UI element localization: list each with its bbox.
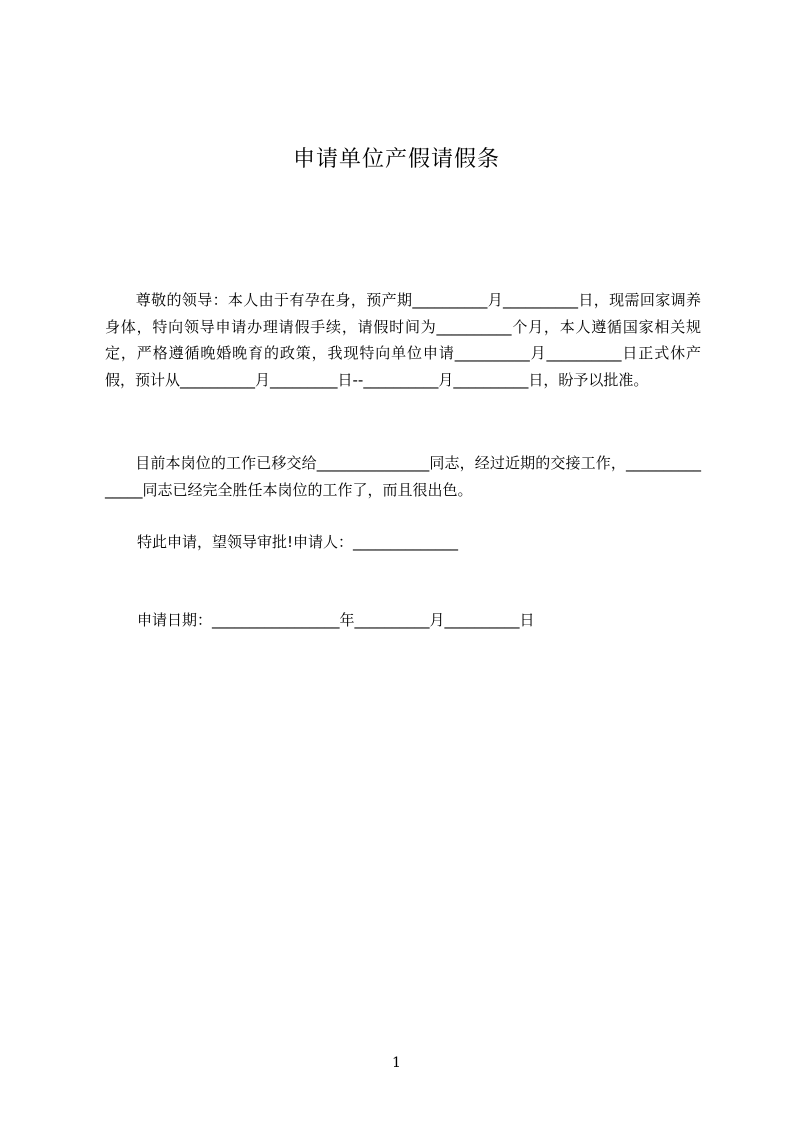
work-handover-paragraph: 目前本岗位的工作已移交给_______________同志，经过近期的交接工作，_______________同志已经完全胜任本岗位的工作了，而且很出色。 — [105, 454, 701, 499]
applicant-signature-line: 特此申请，望领导审批!申请人：______________ — [137, 533, 459, 551]
leave-request-paragraph: 尊敬的领导：本人由于有孕在身，预产期__________月__________日，现需回家调养身体，特向领导申请办理请假手续，请假时间为__________个月，本人遵循国家相关规定，严格遵循晚婚晚育的政策，我现特向单位申请__________月__________日正式休产假，预计从__________月_________日--__________月__________日，盼予以批准。 — [105, 291, 701, 389]
page-number: 1 — [392, 1055, 401, 1071]
document-title: 申请单位产假请假条 — [292, 147, 500, 172]
application-date-line: 申请日期：_________________年__________月__________日 — [137, 611, 535, 629]
